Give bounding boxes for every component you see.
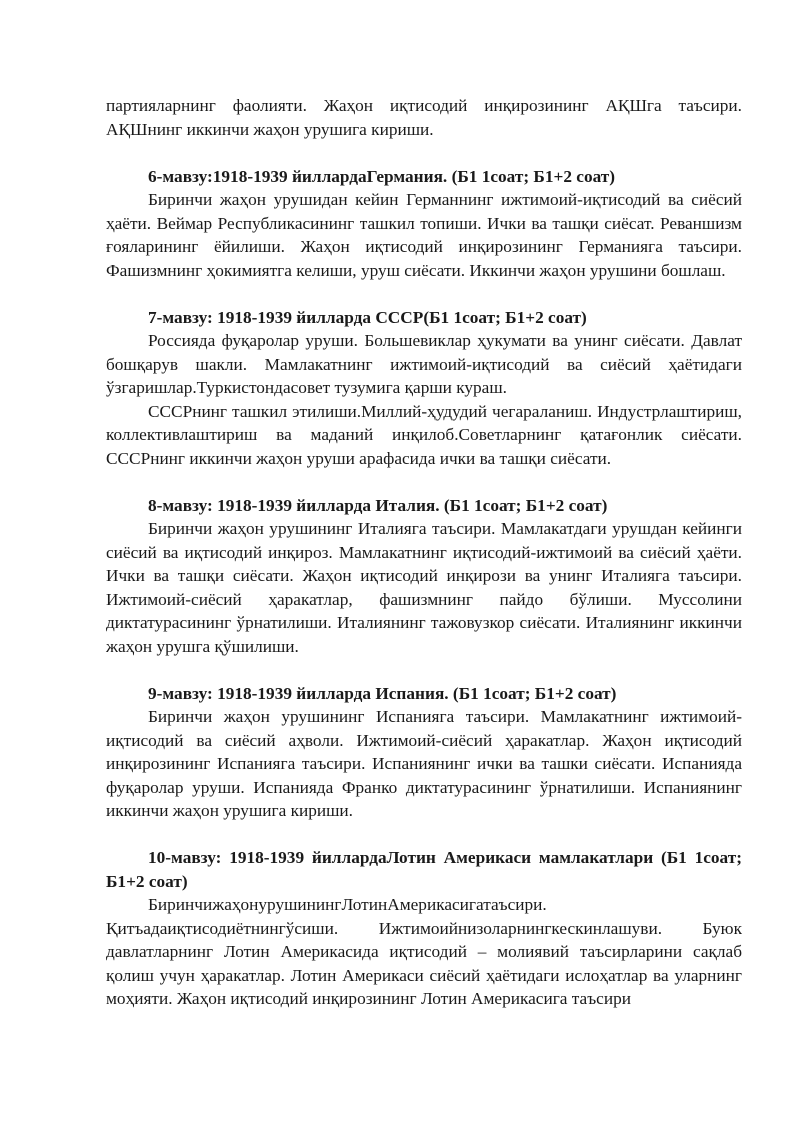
section-heading: 10-мавзу: 1918-1939 йиллардаЛотин Америкаси мамлакатлари (Б1 1соат; Б1+2 соат) bbox=[106, 848, 742, 891]
section-paragraph: БиринчижаҳонурушинингЛотинАмерикасигатаъсири. bbox=[148, 895, 547, 914]
section-paragraph: Биринчи жаҳон урушининг Италияга таъсири. Мамлакатдаги урушдан кейинги сиёсий ва иқтисодий инқироз. Мамлакатнинг иқтисодий-ижтимоий ва сиёсий ҳаёти. Ички ва ташқи сиёсати. Жаҳон иқтисодий инқирози ва унинг Италияга таъсири. Ижтимоий-сиёсий ҳаракатлар, фашизмнинг пайдо бўлиши. Муссолини диктатурасининг ўрнатилиши. Италиянинг тажовузкор сиёсати. Италиянинг иккинчи жаҳон урушга қўшилиши. bbox=[106, 519, 742, 656]
section-topic-9 bbox=[106, 682, 742, 823]
section-heading: 9-мавзу: 1918-1939 йилларда Испания. (Б1 1соат; Б1+2 соат) bbox=[148, 683, 617, 703]
section-topic-8 bbox=[106, 494, 742, 659]
section-heading: 7-мавзу: 1918-1939 йилларда СССР(Б1 1соат; Б1+2 соат) bbox=[148, 307, 587, 327]
document-page bbox=[106, 94, 742, 1011]
section-paragraph: Россияда фуқаролар уруши. Большевиклар ҳукумати ва унинг сиёсати. Давлат бошқарув шакли. Мамлакатнинг ижтимоий-иқтисодий ва сиёсий ҳаётидаги ўзгаришлар.Туркистондасовет тузумига қарши кураш. bbox=[106, 331, 742, 397]
section-heading: 6-мавзу:1918-1939 йиллардаГермания. (Б1 1соат; Б1+2 соат) bbox=[148, 166, 616, 186]
section-paragraph: Қитъадаиқтисодиётнингўсиши. Ижтимоийнизоларнингкескинлашуви. Буюк давлатларнинг Лотин Америкасида иқтисодий – молиявий таъсирларини сақлаб қолиш учун ҳаракатлар. Лотин Америкаси сиёсий ҳаётидаги ислоҳатлар ва уларнинг моҳияти. Жаҳон иқтисодий инқирозининг Лотин Америкасига таъсири bbox=[106, 918, 742, 1008]
section-topic-7 bbox=[106, 306, 742, 471]
section-topic-10 bbox=[106, 846, 742, 1011]
intro-paragraph: партияларнинг фаолияти. Жаҳон иқтисодий инқирозининг АҚШга таъсири. АҚШнинг иккинчи жаҳон урушига кириши. bbox=[106, 96, 742, 139]
section-heading: 8-мавзу: 1918-1939 йилларда Италия. (Б1 1соат; Б1+2 соат) bbox=[148, 495, 608, 515]
section-paragraph: СССРнинг ташкил этилиши.Миллий-ҳудудий чегараланиш. Индустрлаштириш, коллективлаштириш ва маданий инқилоб.Советларнинг қатағонлик сиёсати. СССРнинг иккинчи жаҳон уруши арафасида ички ва ташқи сиёсати. bbox=[106, 401, 742, 468]
section-topic-6 bbox=[106, 165, 742, 283]
section-paragraph: Биринчи жаҳон урушидан кейин Германнинг ижтимоий-иқтисодий ва сиёсий ҳаёти. Веймар Республикасининг ташкил топиши. Ички ва ташқи сиёсат. Реваншизм ғояларининг ёйилиши. Жаҳон иқтисодий инқирозининг Германияга таъсири. Фашизмнинг ҳокимиятга келиши, уруш сиёсати. Иккинчи жаҳон урушини бошлаш. bbox=[106, 190, 742, 280]
section-paragraph: Биринчи жаҳон урушининг Испанияга таъсири. Мамлакатнинг ижтимоий-иқтисодий ва сиёсий аҳволи. Ижтимоий-сиёсий ҳаракатлар. Жаҳон иқтисодий инқирозининг Испанияга таъсири. Испаниянинг ички ва ташки сиёсати. Испанияда фуқаролар уруши. Испанияда Франко диктатурасининг ўрнатилиши. Испаниянинг иккинчи жаҳон урушига кириши. bbox=[106, 707, 742, 820]
